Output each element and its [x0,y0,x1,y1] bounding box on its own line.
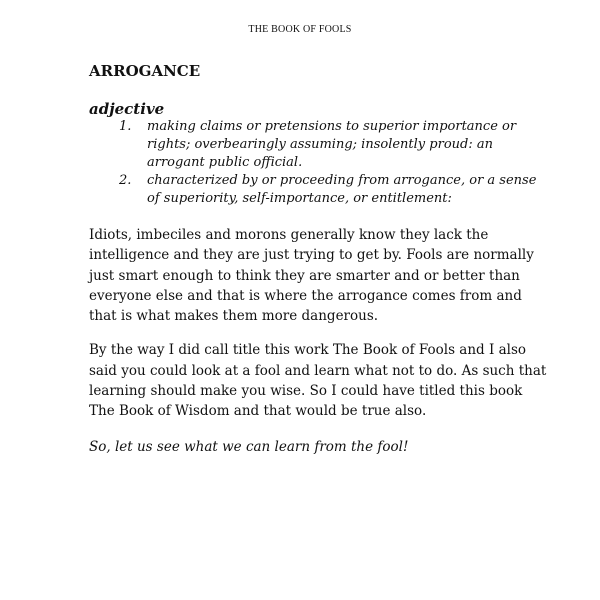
definition-item [89,118,549,172]
definition-number: 2. [119,173,132,188]
definition-list [89,118,549,208]
part-of-speech: adjective [89,100,165,118]
running-header: THE BOOK OF FOOLS [248,24,352,35]
closing-line: So, let us see what we can learn from the fool! [89,438,409,455]
body-paragraph: Idiots, imbeciles and morons generally know they lack the intelligence and they are just trying to get by. Fools are normally just smart enough to think they are smarter and or better than everyone else and that is where the arrogance comes from and that is what makes them more dangerous. [89,227,534,325]
definition-item [89,172,549,208]
definition-number: 1. [119,119,132,134]
page-content [89,62,549,457]
entry-headword: ARROGANCE [89,62,201,80]
definition-text: characterized by or proceeding from arrogance, or a sense of superiority, self-importance, or entitlement: [147,173,537,206]
definition-text: making claims or pretensions to superior importance or rights; overbearingly assuming; insolently proud: an arrogant public official. [147,119,517,170]
body-paragraph: By the way I did call title this work The Book of Fools and I also said you could look at a fool and learn what not to do. As such that learning should make you wise. So I could have titled this book The Book of Wisdom and that would be true also. [89,342,547,420]
